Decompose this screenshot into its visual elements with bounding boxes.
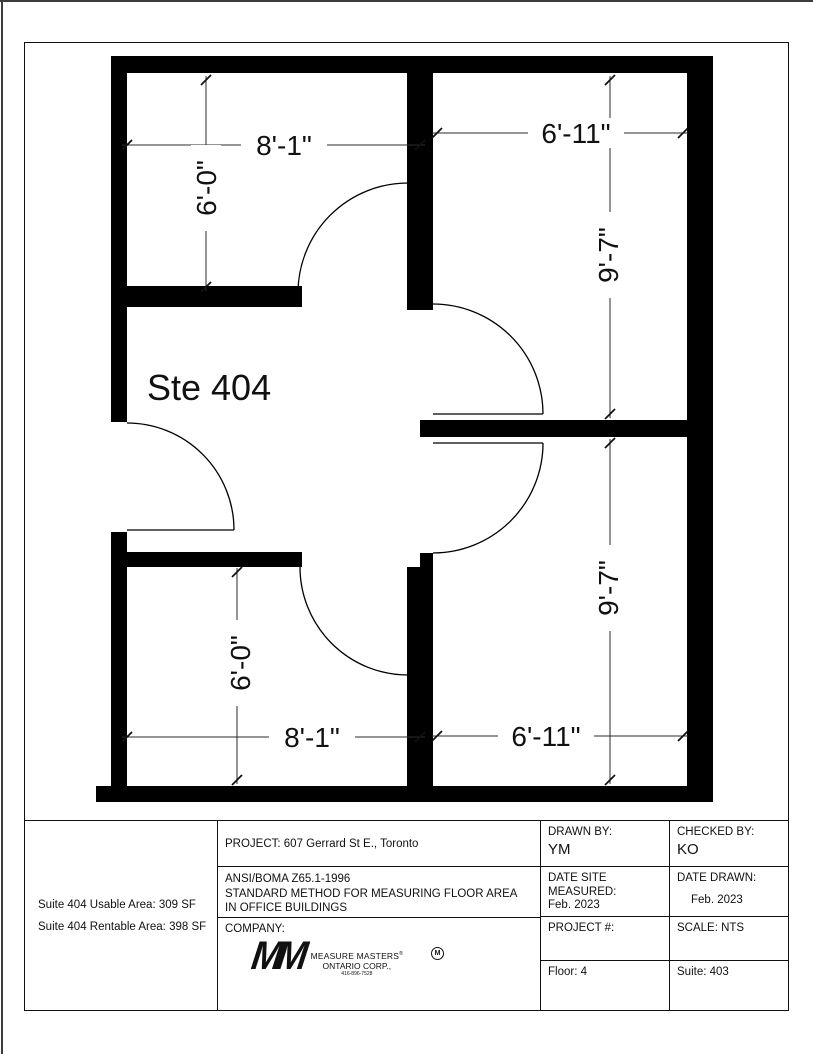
date-drawn-label: DATE DRAWN: xyxy=(677,872,757,884)
dim-top-left-width: 8'-1" xyxy=(256,130,312,161)
wall-left-upper xyxy=(111,56,127,422)
company-cell xyxy=(218,918,540,1011)
floor-cell xyxy=(541,961,669,1011)
door-swing-room-bottom-left xyxy=(300,567,408,675)
company-phone: 416-896-7528 xyxy=(341,971,373,977)
checked-by-cell xyxy=(670,821,789,867)
title-block xyxy=(24,820,789,1011)
drawn-by-value: YM xyxy=(548,841,571,858)
dim-bottom-right-width: 6'-11" xyxy=(511,721,581,752)
date-drawn-cell xyxy=(670,867,789,917)
floor-label: Floor: 4 xyxy=(548,966,587,978)
door-swing-room-top-left xyxy=(298,183,408,293)
wall-room3-top xyxy=(111,552,302,567)
project-number-label: PROJECT #: xyxy=(548,922,615,934)
dim-bottom-right-height: 9'-7" xyxy=(593,560,624,616)
drawn-by-cell xyxy=(541,821,669,867)
checked-by-value: KO xyxy=(677,841,699,858)
rentable-area-text: Suite 404 Rentable Area: 398 SF xyxy=(38,921,207,933)
date-site-measured-value: Feb. 2023 xyxy=(548,899,600,911)
standard-line3: IN OFFICE BUILDINGS xyxy=(225,902,348,914)
drawn-by-column xyxy=(540,821,669,1011)
usable-area-text: Suite 404 Usable Area: 309 SF xyxy=(38,899,196,911)
project-column xyxy=(217,821,540,1011)
wall-left-lower xyxy=(111,532,127,786)
scale-cell xyxy=(670,917,789,961)
wall-right-interior xyxy=(420,420,687,437)
mm-logo-mark: MM xyxy=(248,933,305,978)
door-swing-room-bottom-right xyxy=(433,443,543,553)
checked-by-label: CHECKED BY: xyxy=(677,826,755,838)
project-text: PROJECT: 607 Gerrard St E., Toronto xyxy=(225,837,419,850)
wall-right xyxy=(687,56,713,802)
company-name: MEASURE MASTERS xyxy=(310,951,400,961)
dim-top-left-height: 6'-0" xyxy=(191,160,222,216)
dim-bottom-left-height: 6'-0" xyxy=(225,635,256,691)
project-cell xyxy=(218,821,540,867)
suite-number-label: Suite: 403 xyxy=(677,966,729,978)
date-drawn-value: Feb. 2023 xyxy=(691,893,743,906)
drawn-by-label: DRAWN BY: xyxy=(548,826,613,838)
company-corp: ONTARIO CORP., xyxy=(322,961,392,971)
company-logo xyxy=(248,933,404,978)
wall-center-notch xyxy=(420,553,433,567)
wall-center-upper xyxy=(407,56,433,310)
standard-cell xyxy=(218,867,540,918)
dim-top-right-width: 6'-11" xyxy=(541,118,611,149)
date-site-measured-cell xyxy=(541,867,669,917)
company-label: COMPANY: xyxy=(225,923,285,935)
suite-cell xyxy=(670,961,789,1011)
standard-line2: STANDARD METHOD FOR MEASURING FLOOR AREA xyxy=(225,887,518,900)
area-info-cell xyxy=(24,821,217,1011)
dim-top-right-height: 9'-7" xyxy=(593,227,624,283)
date-site-measured-label: DATE SITE MEASURED: xyxy=(548,872,617,898)
company-logo-text xyxy=(311,951,403,977)
project-number-cell xyxy=(541,917,669,961)
wall-center-lower xyxy=(407,567,433,786)
dim-bottom-left-width: 8'-1" xyxy=(284,722,340,753)
scale-label: SCALE: NTS xyxy=(677,922,745,934)
door-swing-room-top-right xyxy=(433,304,543,414)
registered-mark: ® xyxy=(399,951,404,958)
walls xyxy=(96,56,713,802)
standard-line1: ANSI/BOMA Z65.1-1996 xyxy=(225,873,351,885)
wall-bottom xyxy=(96,786,713,802)
certification-emblem-icon: M xyxy=(431,947,444,960)
door-swing-suite-entry xyxy=(127,423,234,530)
suite-name-label: Ste 404 xyxy=(147,367,272,408)
checked-by-column xyxy=(669,821,789,1011)
